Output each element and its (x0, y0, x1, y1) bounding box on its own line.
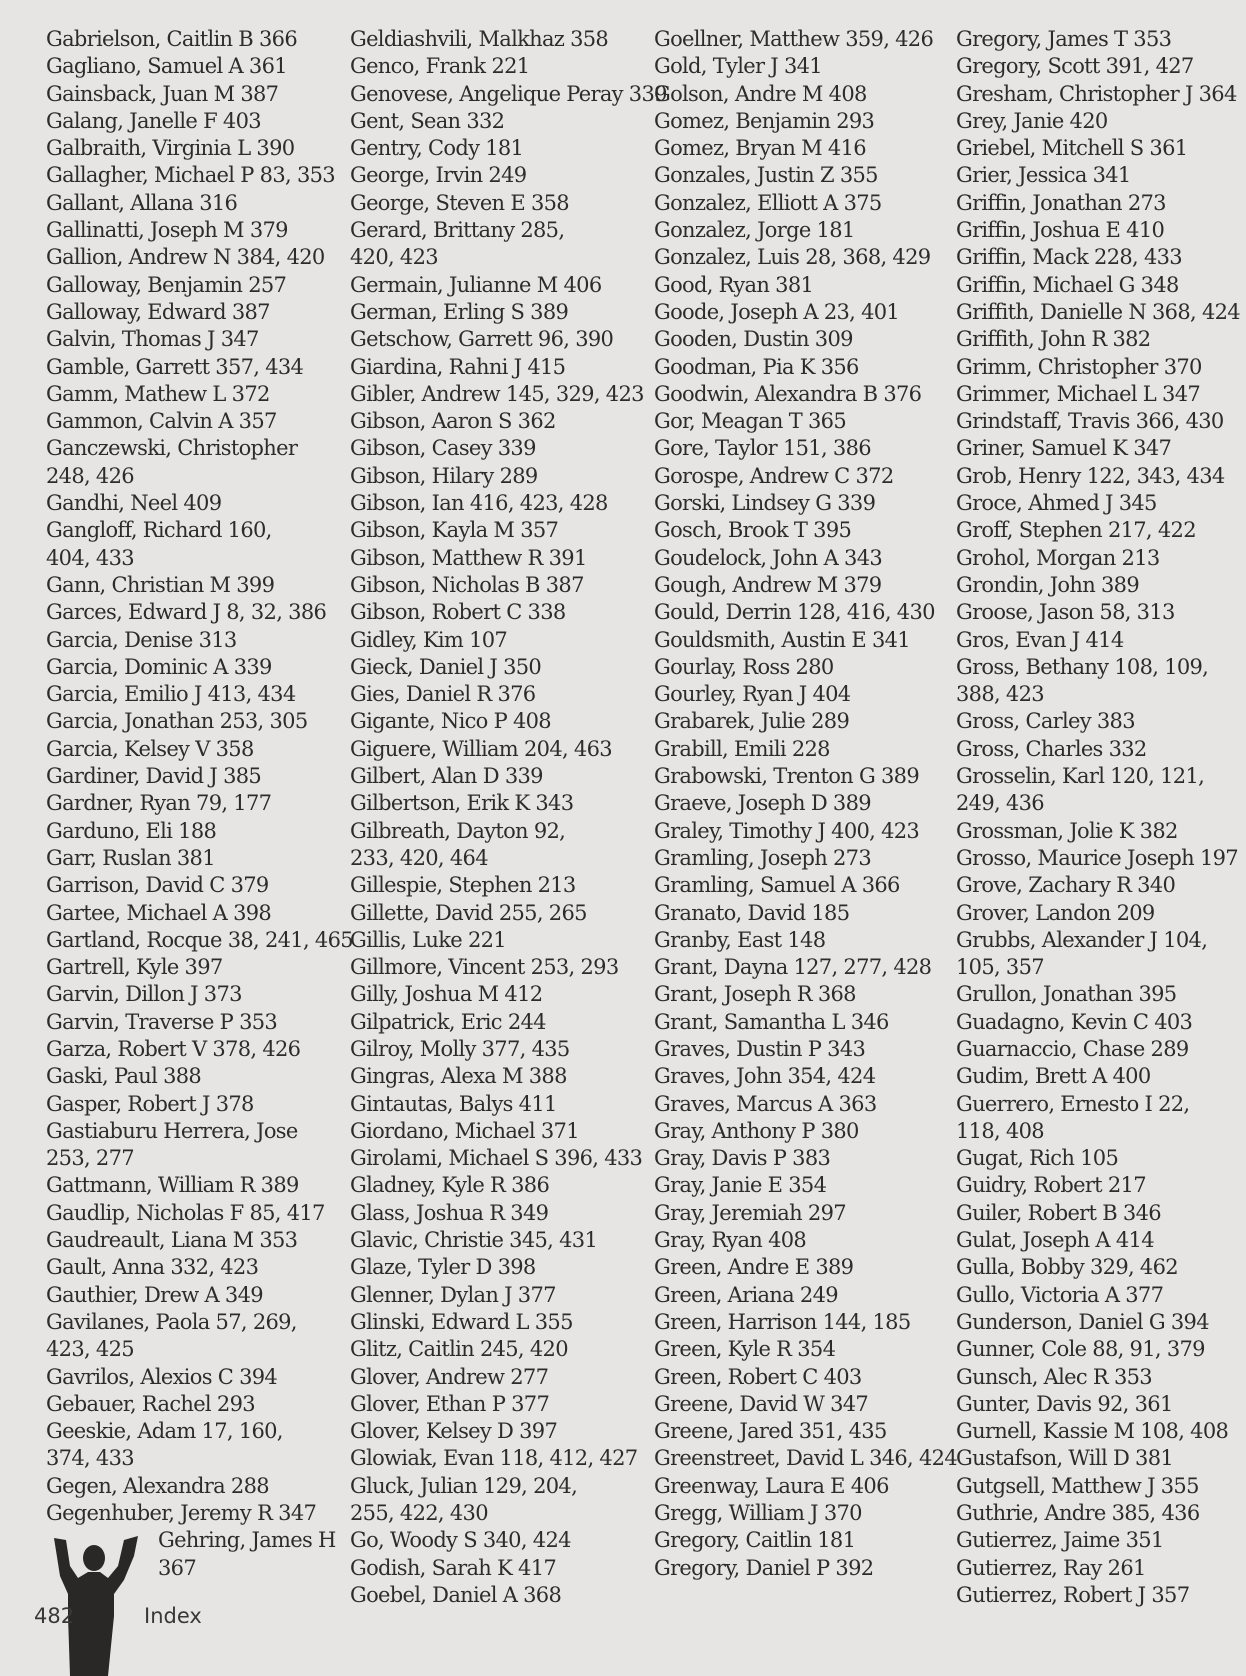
index-entry: Genovese, Angelique Peray 339 (350, 81, 667, 106)
index-entry: Giguere, William 204, 463 (350, 736, 612, 761)
index-entry: Gutgsell, Matthew J 355 (956, 1473, 1199, 1498)
index-entry: Gangloff, Richard 160, 404, 433 (46, 518, 272, 570)
index-entry: Grey, Janie 420 (956, 108, 1108, 133)
index-entry: Geldiashvili, Malkhaz 358 (350, 27, 609, 51)
index-entry: Guiler, Robert B 346 (956, 1200, 1161, 1225)
index-entry: Garcia, Emilio J 413, 434 (46, 682, 296, 707)
index-entry: Grosselin, Karl 120, 121, 249, 436 (956, 764, 1205, 816)
footer-label: Index (144, 1604, 202, 1628)
index-entry: Gray, Davis P 383 (654, 1146, 831, 1171)
index-entry: Grove, Zachary R 340 (956, 873, 1176, 898)
index-entry: Gattmann, William R 389 (46, 1173, 299, 1198)
index-entry: Goebel, Daniel A 368 (350, 1582, 562, 1607)
index-entry: Gies, Daniel R 376 (350, 682, 536, 707)
index-entry: Gagliano, Samuel A 361 (46, 54, 287, 79)
index-entry: Gerard, Brittany 285, 420, 423 (350, 218, 565, 270)
index-entry: Galang, Janelle F 403 (46, 108, 261, 133)
index-entry: Grob, Henry 122, 343, 434 (956, 463, 1225, 488)
index-entry: Gibson, Nicholas B 387 (350, 572, 584, 597)
index-entry: Garcia, Jonathan 253, 305 (46, 709, 308, 734)
index-entry: Garvin, Dillon J 373 (46, 982, 242, 1007)
index-entry: Giordano, Michael 371 (350, 1118, 579, 1143)
index-column-2 (350, 26, 667, 1609)
index-entry: Gainsback, Juan M 387 (46, 81, 279, 106)
index-entry: Greenway, Laura E 406 (654, 1473, 889, 1498)
index-entry: Goudelock, John A 343 (654, 545, 883, 570)
index-entry: Gillis, Luke 221 (350, 927, 506, 952)
index-entry: Grossman, Jolie K 382 (956, 818, 1178, 843)
index-entry: Gonzalez, Jorge 181 (654, 218, 855, 243)
index-entry: Gutierrez, Jaime 351 (956, 1528, 1164, 1553)
index-entry: Gaski, Paul 388 (46, 1064, 202, 1089)
index-entry: Griffin, Joshua E 410 (956, 218, 1165, 243)
index-entry: Gregory, Daniel P 392 (654, 1555, 874, 1580)
index-entry: Gegenhuber, Jeremy R 347 (46, 1501, 317, 1526)
index-entry: Gibson, Casey 339 (350, 436, 536, 461)
index-entry: Good, Ryan 381 (654, 272, 814, 297)
index-entry: Gourlay, Ross 280 (654, 654, 834, 679)
index-entry: Glaze, Tyler D 398 (350, 1255, 536, 1280)
index-entry: Green, Robert C 403 (654, 1364, 862, 1389)
index-entry: George, Steven E 358 (350, 190, 569, 215)
index-entry: Green, Harrison 144, 185 (654, 1309, 911, 1334)
index-entry: Green, Kyle R 354 (654, 1337, 836, 1362)
index-entry: Gray, Jeremiah 297 (654, 1200, 846, 1225)
index-entry: Gilly, Joshua M 412 (350, 982, 543, 1007)
index-entry: Grover, Landon 209 (956, 900, 1155, 925)
index-entry: Gustafson, Will D 381 (956, 1446, 1174, 1471)
index-entry: Gresham, Christopher J 364 (956, 81, 1237, 106)
index-entry: Glover, Andrew 277 (350, 1364, 549, 1389)
index-entry: Guarnaccio, Chase 289 (956, 1036, 1189, 1061)
index-entry: Goodwin, Alexandra B 376 (654, 381, 922, 406)
index-entry: Gillette, David 255, 265 (350, 900, 587, 925)
index-entry: Gugat, Rich 105 (956, 1146, 1119, 1171)
index-entry: Grimmer, Michael L 347 (956, 381, 1201, 406)
index-entry: Garcia, Kelsey V 358 (46, 736, 254, 761)
index-entry: Gillespie, Stephen 213 (350, 873, 576, 898)
index-entry: Glavic, Christie 345, 431 (350, 1228, 598, 1253)
index-entry: Gebauer, Rachel 293 (46, 1391, 255, 1416)
index-entry: Giardina, Rahni J 415 (350, 354, 566, 379)
index-entry: Graves, Marcus A 363 (654, 1091, 877, 1116)
index-entry: Grindstaff, Travis 366, 430 (956, 409, 1224, 434)
index-entry: Golson, Andre M 408 (654, 81, 867, 106)
index-entry: Gibson, Hilary 289 (350, 463, 538, 488)
index-entry: Gartland, Rocque 38, 241, 465 (46, 927, 353, 952)
index-entry: Glover, Kelsey D 397 (350, 1419, 558, 1444)
index-entry: Grant, Samantha L 346 (654, 1009, 889, 1034)
index-entry: Gintautas, Balys 411 (350, 1091, 557, 1116)
index-entry: Gibson, Matthew R 391 (350, 545, 587, 570)
index-entry: Getschow, Garrett 96, 390 (350, 327, 614, 352)
index-entry: Gore, Taylor 151, 386 (654, 436, 871, 461)
index-entry: Grimm, Christopher 370 (956, 354, 1202, 379)
index-entry: Gilpatrick, Eric 244 (350, 1009, 546, 1034)
index-column-3 (654, 26, 957, 1582)
index-entry: Gladney, Kyle R 386 (350, 1173, 550, 1198)
index-entry: Griffin, Michael G 348 (956, 272, 1179, 297)
index-entry: Griffin, Jonathan 273 (956, 190, 1166, 215)
index-entry: Gold, Tyler J 341 (654, 54, 822, 79)
index-entry: Gartrell, Kyle 397 (46, 955, 223, 980)
index-entry: Greene, David W 347 (654, 1391, 869, 1416)
index-entry: Gouldsmith, Austin E 341 (654, 627, 910, 652)
index-entry: Gegen, Alexandra 288 (46, 1473, 269, 1498)
index-entry: Gamble, Garrett 357, 434 (46, 354, 304, 379)
index-entry: Gonzalez, Luis 28, 368, 429 (654, 245, 931, 270)
index-entry: Grabowski, Trenton G 389 (654, 764, 919, 789)
index-entry: Gonzalez, Elliott A 375 (654, 190, 882, 215)
index-entry: Glowiak, Evan 118, 412, 427 (350, 1446, 638, 1471)
index-entry: Glover, Ethan P 377 (350, 1391, 550, 1416)
index-entry: Goellner, Matthew 359, 426 (654, 27, 934, 51)
index-entry: Gooden, Dustin 309 (654, 327, 853, 352)
index-entry: Gault, Anna 332, 423 (46, 1255, 259, 1280)
index-entry: Gunsch, Alec R 353 (956, 1364, 1152, 1389)
index-entry: Garr, Ruslan 381 (46, 845, 215, 870)
index-entry: Gonzales, Justin Z 355 (654, 163, 878, 188)
index-entry: George, Irvin 249 (350, 163, 527, 188)
index-entry: Gastiaburu Herrera, Jose 253, 277 (46, 1118, 298, 1171)
index-entry: Gilbreath, Dayton 92, 233, 420, 464 (350, 818, 566, 870)
index-entry: Gross, Carley 383 (956, 709, 1135, 734)
index-entry: Gould, Derrin 128, 416, 430 (654, 600, 935, 625)
index-entry: Gallant, Allana 316 (46, 190, 238, 215)
index-entry: Gavilanes, Paola 57, 269, 423, 425 (46, 1309, 297, 1362)
index-entry: Grant, Joseph R 368 (654, 982, 856, 1007)
index-entry: Glitz, Caitlin 245, 420 (350, 1337, 568, 1362)
index-entry: Garza, Robert V 378, 426 (46, 1036, 301, 1061)
index-entry: Gulat, Joseph A 414 (956, 1228, 1154, 1253)
index-entry: Gent, Sean 332 (350, 108, 505, 133)
index-entry: Gabrielson, Caitlin B 366 (46, 27, 297, 51)
index-entry: Griffin, Mack 228, 433 (956, 245, 1182, 270)
index-entry: Garcia, Denise 313 (46, 627, 237, 652)
index-entry: Gasper, Robert J 378 (46, 1091, 254, 1116)
index-entry: Girolami, Michael S 396, 433 (350, 1146, 643, 1171)
index-entry: Gray, Anthony P 380 (654, 1118, 859, 1143)
index-entry: Gregg, William J 370 (654, 1501, 862, 1526)
index-entry: Gross, Bethany 108, 109, 388, 423 (956, 654, 1209, 707)
index-entry: Garvin, Traverse P 353 (46, 1009, 278, 1034)
index-column-1 (46, 26, 353, 1582)
index-entry: Gramling, Samuel A 366 (654, 873, 900, 898)
index-entry: Graves, Dustin P 343 (654, 1036, 866, 1061)
page-number: 482 (34, 1604, 75, 1628)
index-entry: Gros, Evan J 414 (956, 627, 1124, 652)
index-entry: Groose, Jason 58, 313 (956, 600, 1175, 625)
index-entry: Gibson, Aaron S 362 (350, 409, 556, 434)
index-entry: Gingras, Alexa M 388 (350, 1064, 567, 1089)
index-entry: Gurnell, Kassie M 108, 408 (956, 1419, 1229, 1444)
index-entry: Gorospe, Andrew C 372 (654, 463, 894, 488)
index-entry: Ganczewski, Christopher 248, 426 (46, 436, 298, 488)
index-entry: Gaudlip, Nicholas F 85, 417 (46, 1200, 325, 1225)
index-entry: Gilroy, Molly 377, 435 (350, 1036, 570, 1061)
index-entry: Gunderson, Daniel G 394 (956, 1309, 1209, 1334)
index-entry: Gray, Ryan 408 (654, 1228, 807, 1253)
index-entry: Gregory, Scott 391, 427 (956, 54, 1194, 79)
index-entry: Geeskie, Adam 17, 160, 374, 433 (46, 1419, 283, 1471)
index-entry: Gutierrez, Ray 261 (956, 1555, 1146, 1580)
index-entry: Grubbs, Alexander J 104, 105, 357 (956, 927, 1208, 980)
index-entry: Gidley, Kim 107 (350, 627, 508, 652)
index-entry: Gross, Charles 332 (956, 736, 1147, 761)
index-entry: Gullo, Victoria A 377 (956, 1282, 1164, 1307)
index-entry: Goode, Joseph A 23, 401 (654, 299, 900, 324)
index-entry: Galloway, Benjamin 257 (46, 272, 287, 297)
index-entry: Gibson, Robert C 338 (350, 600, 566, 625)
index-entry: Garcia, Dominic A 339 (46, 654, 272, 679)
index-entry: Gehring, James H 367 (158, 1528, 336, 1580)
index-column-4 (956, 26, 1246, 1609)
index-entry: Garces, Edward J 8, 32, 386 (46, 600, 327, 625)
index-entry: Galloway, Edward 387 (46, 299, 270, 324)
index-entry: Glass, Joshua R 349 (350, 1200, 549, 1225)
index-entry: Gallinatti, Joseph M 379 (46, 218, 288, 243)
index-entry: Greene, Jared 351, 435 (654, 1419, 887, 1444)
index-entry: Guadagno, Kevin C 403 (956, 1009, 1193, 1034)
index-entry: Gauthier, Drew A 349 (46, 1282, 263, 1307)
index-entry: Gudim, Brett A 400 (956, 1064, 1151, 1089)
index-entry: Garduno, Eli 188 (46, 818, 217, 843)
index-entry: Gardner, Ryan 79, 177 (46, 791, 272, 816)
index-entry: Guerrero, Ernesto I 22, 118, 408 (956, 1091, 1190, 1143)
index-entry: Gough, Andrew M 379 (654, 572, 882, 597)
index-entry: Graley, Timothy J 400, 423 (654, 818, 920, 843)
index-entry: Gardiner, David J 385 (46, 764, 262, 789)
index-entry: Gamm, Mathew L 372 (46, 381, 270, 406)
index-entry: Gammon, Calvin A 357 (46, 409, 277, 434)
index-entry: Goodman, Pia K 356 (654, 354, 859, 379)
index-entry: Gunner, Cole 88, 91, 379 (956, 1337, 1205, 1362)
index-entry: Gosch, Brook T 395 (654, 518, 852, 543)
index-entry: Green, Ariana 249 (654, 1282, 838, 1307)
index-entry: Gigante, Nico P 408 (350, 709, 551, 734)
index-entry: Griffith, Danielle N 368, 424 (956, 299, 1240, 324)
index-entry: Gutierrez, Robert J 357 (956, 1582, 1190, 1607)
index-entry: Gomez, Bryan M 416 (654, 136, 866, 161)
index-entry: Gluck, Julian 129, 204, 255, 422, 430 (350, 1473, 578, 1526)
index-entry: Gallagher, Michael P 83, 353 (46, 163, 335, 188)
index-entry: Gorski, Lindsey G 339 (654, 491, 876, 516)
index-entry: Gomez, Benjamin 293 (654, 108, 875, 133)
index-entry: Graeve, Joseph D 389 (654, 791, 871, 816)
index-entry: Glinski, Edward L 355 (350, 1309, 573, 1334)
index-entry: Grondin, John 389 (956, 572, 1139, 597)
index-entry: Galvin, Thomas J 347 (46, 327, 259, 352)
index-entry: Grabill, Emili 228 (654, 736, 830, 761)
index-entry: Griner, Samuel K 347 (956, 436, 1172, 461)
index-entry: Grant, Dayna 127, 277, 428 (654, 955, 932, 980)
index-entry: Griebel, Mitchell S 361 (956, 136, 1188, 161)
index-entry: Grohol, Morgan 213 (956, 545, 1160, 570)
index-entry: Godish, Sarah K 417 (350, 1555, 557, 1580)
index-entry: German, Erling S 389 (350, 299, 569, 324)
index-entry: Gann, Christian M 399 (46, 572, 275, 597)
index-entry: Gilbert, Alan D 339 (350, 764, 543, 789)
index-entry: Genco, Frank 221 (350, 54, 530, 79)
index-entry: Gregory, James T 353 (956, 27, 1172, 51)
index-entry: Galbraith, Virginia L 390 (46, 136, 295, 161)
index-entry: Graves, John 354, 424 (654, 1064, 876, 1089)
index-entry: Gibler, Andrew 145, 329, 423 (350, 381, 644, 406)
index-entry: Griffith, John R 382 (956, 327, 1151, 352)
index-entry: Gunter, Davis 92, 361 (956, 1391, 1173, 1416)
index-entry: Gramling, Joseph 273 (654, 845, 871, 870)
index-entry: Gandhi, Neel 409 (46, 491, 222, 516)
index-entry: Greenstreet, David L 346, 424 (654, 1446, 957, 1471)
index-entry: Gregory, Caitlin 181 (654, 1528, 856, 1553)
index-entry: Gavrilos, Alexios C 394 (46, 1364, 278, 1389)
index-entry: Gaudreault, Liana M 353 (46, 1228, 298, 1253)
index-entry: Gentry, Cody 181 (350, 136, 524, 161)
index-entry: Groff, Stephen 217, 422 (956, 518, 1196, 543)
index-entry: Grullon, Jonathan 395 (956, 982, 1177, 1007)
index-entry: Groce, Ahmed J 345 (956, 491, 1157, 516)
index-entry: Grier, Jessica 341 (956, 163, 1131, 188)
index-entry: Gillmore, Vincent 253, 293 (350, 955, 619, 980)
index-entry: Garrison, David C 379 (46, 873, 269, 898)
index-entry: Guidry, Robert 217 (956, 1173, 1146, 1198)
index-entry: Gibson, Ian 416, 423, 428 (350, 491, 608, 516)
index-entry: Gulla, Bobby 329, 462 (956, 1255, 1178, 1280)
index-entry: Gallion, Andrew N 384, 420 (46, 245, 325, 270)
index-entry: Gilbertson, Erik K 343 (350, 791, 574, 816)
index-entry: Gieck, Daniel J 350 (350, 654, 542, 679)
index-entry: Guthrie, Andre 385, 436 (956, 1501, 1200, 1526)
index-entry: Gartee, Michael A 398 (46, 900, 272, 925)
index-entry: Grosso, Maurice Joseph 197 (956, 845, 1238, 870)
index-entry: Gor, Meagan T 365 (654, 409, 846, 434)
index-entry: Gourley, Ryan J 404 (654, 682, 851, 707)
index-entry: Gibson, Kayla M 357 (350, 518, 559, 543)
index-entry: Gray, Janie E 354 (654, 1173, 827, 1198)
index-entry: Granato, David 185 (654, 900, 850, 925)
index-entry: Glenner, Dylan J 377 (350, 1282, 556, 1307)
index-entry: Grabarek, Julie 289 (654, 709, 850, 734)
index-entry: Germain, Julianne M 406 (350, 272, 602, 297)
index-entry: Go, Woody S 340, 424 (350, 1528, 571, 1553)
index-entry: Green, Andre E 389 (654, 1255, 854, 1280)
index-entry: Granby, East 148 (654, 927, 826, 952)
